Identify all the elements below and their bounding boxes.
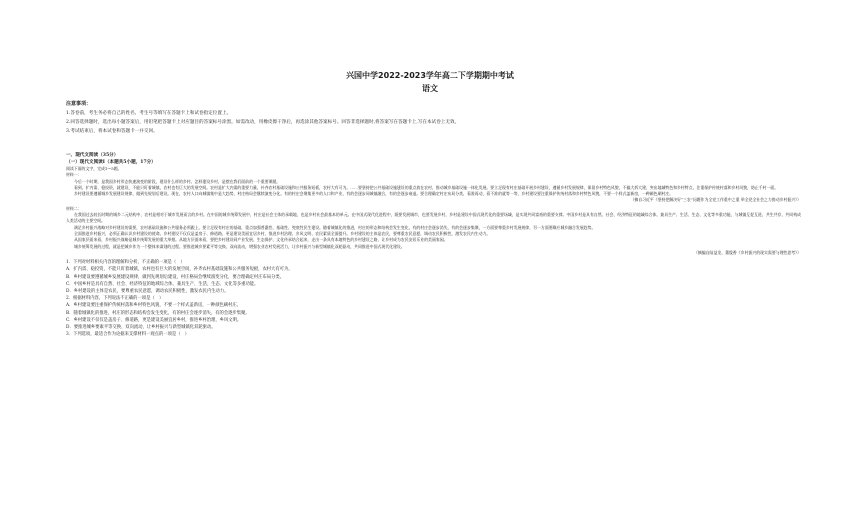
notice-block (66, 100, 806, 136)
question-option: C．乡村建设不仅仅是盖房子、修道路，更是建设美丽宜居乡村，推进乡村治理、乡风文明。 (66, 317, 242, 323)
question-option: B．随着城镇化的推进，村庄的形态和结构会发生变化，有的村庄会逐步消失，有的会逐步集聚。 (66, 310, 250, 316)
material-one-paragraph: 今后一个时期，是我国乡村形态快速演变的阶段，建设什么样的乡村、怎样建设乡村，是摆在我们面前的一个重要课题。 (74, 178, 281, 184)
exam-subject: 语文 (422, 84, 438, 93)
section-sub-heading: （一）现代文阅读Ⅰ（本题共5小题，17分） (66, 160, 156, 165)
question-option: C．中国乡村是具有自然、社会、经济特征的地域综合体，兼具生产、生活、生态、文化等多重功能。 (66, 281, 259, 287)
material-one-paragraph: 看到，扩内需、稳投资，就建设，不能只盯着城镇，农村也有巨大的发展空间。农村是扩大内需的重要力量，补齐农村基础设施和公共服务短板，农村大有可为。……要坚持把公共基础设施建设的重点放在农村，推动城乡基础设施一体化发展。要立足现有村庄基础开展乡村建设，遵循乡村发展规律，保留乡村特色风貌，不搞大拆大建，突出地域特色和乡村特点，注重保护传统村落和乡村风貌，防止千村一面。 (74, 184, 779, 190)
question-option: D．乡村建设的主体是农民，要尊重农民意愿，调动农民积极性，激发农民内生动力。 (66, 288, 229, 294)
material-two-paragraph: 从国家层面来看，乡村振兴战略是城乡统筹发展的重大举措。从地方层面来看，要把乡村建设同产业发展、生态保护、文化传承结合起来，走出一条具有本地特色的乡村建设之路，让乡村成为农民安居乐业的美丽家园。 (74, 237, 448, 243)
question-option: D．要推进城乡要素平等交换、双向流动，让乡村振兴与新型城镇化双轮驱动。 (66, 324, 216, 330)
material-two-paragraph: 在我国过去较长时期的城乡二元结构中，农村是相对于城市发展而言的乡村。在中国的城乡统筹发展中，村庄是社会主体的承载地，也是乡村社会最基本的单元。在中国式现代化进程中，既要发展城市，也要发展乡村，乡村是建设中国式现代化的重要场域，是实现共同富裕的重要支撑。中国乡村是具有自然、社会、经济特征的地域综合体，兼具生产、生活、生态、文化等多重功能，与城镇互促互进、共生共存，共同构成人类活动的主要空间。 (66, 212, 801, 224)
question-option: B．乡村建设要遵循城乡发展建设规律，做到先规划后建设，村庄格局会继续演变分化，要合理确定村庄布局分类。 (66, 274, 284, 280)
material-one-label: 材料一： (66, 172, 82, 178)
notice-item: 2.回答选择题时，选出每小题答案后，用铅笔把答题卡上对应题目的答案标号涂黑。如需改动，用橡皮擦干净后，再选涂其他答案标号。回答非选择题时,将答案写在答题卡上,写在本试卷上无效。 (66, 120, 460, 125)
material-two-paragraph: 满足乡村振兴战略对乡村建设的需要，农村基础设施和公共服务必须跟上，要立足现有村庄的基础，重点加强普惠性、基础性、兜底性民生建设。随着城镇化的推进，村庄的形态和结构会发生变化，有的村庄会逐步消失，有的会逐步集聚，一方面要尊重乡村发展规律，另一方面要顺应城乡融合发展趋势。 (74, 224, 596, 230)
section-part-heading: 一、现代文阅读（35分） (66, 153, 119, 158)
material-two-source: （摘编自陆益龙、董俊香《乡村振兴的现实需要与理性思考》） (694, 249, 801, 255)
material-one-source: （摘自习近平《坚持把解决好“三农”问题作为全党工作重中之重 举全党全社会之力推动乡村振兴》） (630, 197, 801, 203)
question-list (66, 259, 801, 338)
question-option: A．扩内需、稳投资，不能只盯着城镇，农村也有巨大的发展空间，补齐农村基础设施和公共服务短板，农村大有可为。 (66, 267, 293, 273)
question-stem: 1．下列对材料相关内容的理解和分析，不正确的一项是（ ） (66, 260, 185, 266)
reading-section (66, 152, 801, 338)
material-two-paragraph: 城乡统筹发展的过程，就是把城乡作为一个整体来谋划的过程。要推进城乡要素平等交换、双向流动，增强农业农村发展活力，让乡村振兴与新型城镇化双轮驱动，共同推进中国式现代化建设。 (74, 243, 405, 249)
material-two-paragraph: 全面推进乡村振兴，必须正确认识乡村建设的使命。乡村建设不仅仅是盖房子、修道路，更是建设美丽宜居乡村，推进乡村治理、乡风文明、农民素质全面提升。乡村建设的主体是农民，要尊重农民意愿，调动农民积极性，激发农民内生动力。 (74, 230, 491, 236)
question-stem: 3．下列选项，最适合作为论据来支撑材料一观点的一项是（ ） (66, 332, 190, 338)
material-one-paragraph: 乡村建设要遵循城乡发展建设规律，做到先规划后建设。现在，农村人口向城镇集中是大趋势，村庄格局会继续演变分化。有的村庄会聚集更多的人口和产业，有的会逐步同城镇融合，有的会逐步衰退。要合理确定村庄布局分类，看准再动，看不准的就等一等，乡村建设要注重保护传统村落和乡村特色风貌，不要一个样式盖新房，一种颜色刷村庄。 (74, 191, 674, 197)
question-stem: 2．根据材料内容，下列说法不正确的一项是（ ） (66, 296, 164, 302)
exam-title: 兴国中学2022-2023学年高二下学期期中考试 (346, 71, 514, 80)
notice-item: 3.考试结束后，将本试卷和答题卡一并交回。 (66, 129, 158, 134)
section-instruction: 阅读下面的文字，完成1～5题。 (66, 166, 122, 171)
question-option: A．乡村建设要注重保护传统村落和乡村特色风貌，不要一个样式盖新房，一种颜色刷村庄。 (66, 303, 241, 309)
notice-heading: 注意事项： (66, 101, 92, 107)
material-two-label: 材料二： (66, 205, 82, 211)
notice-item: 1.答卷前，考生务必将自己的姓名、考生号等填写在答题卡上和试卷指定位置上。 (66, 111, 232, 116)
